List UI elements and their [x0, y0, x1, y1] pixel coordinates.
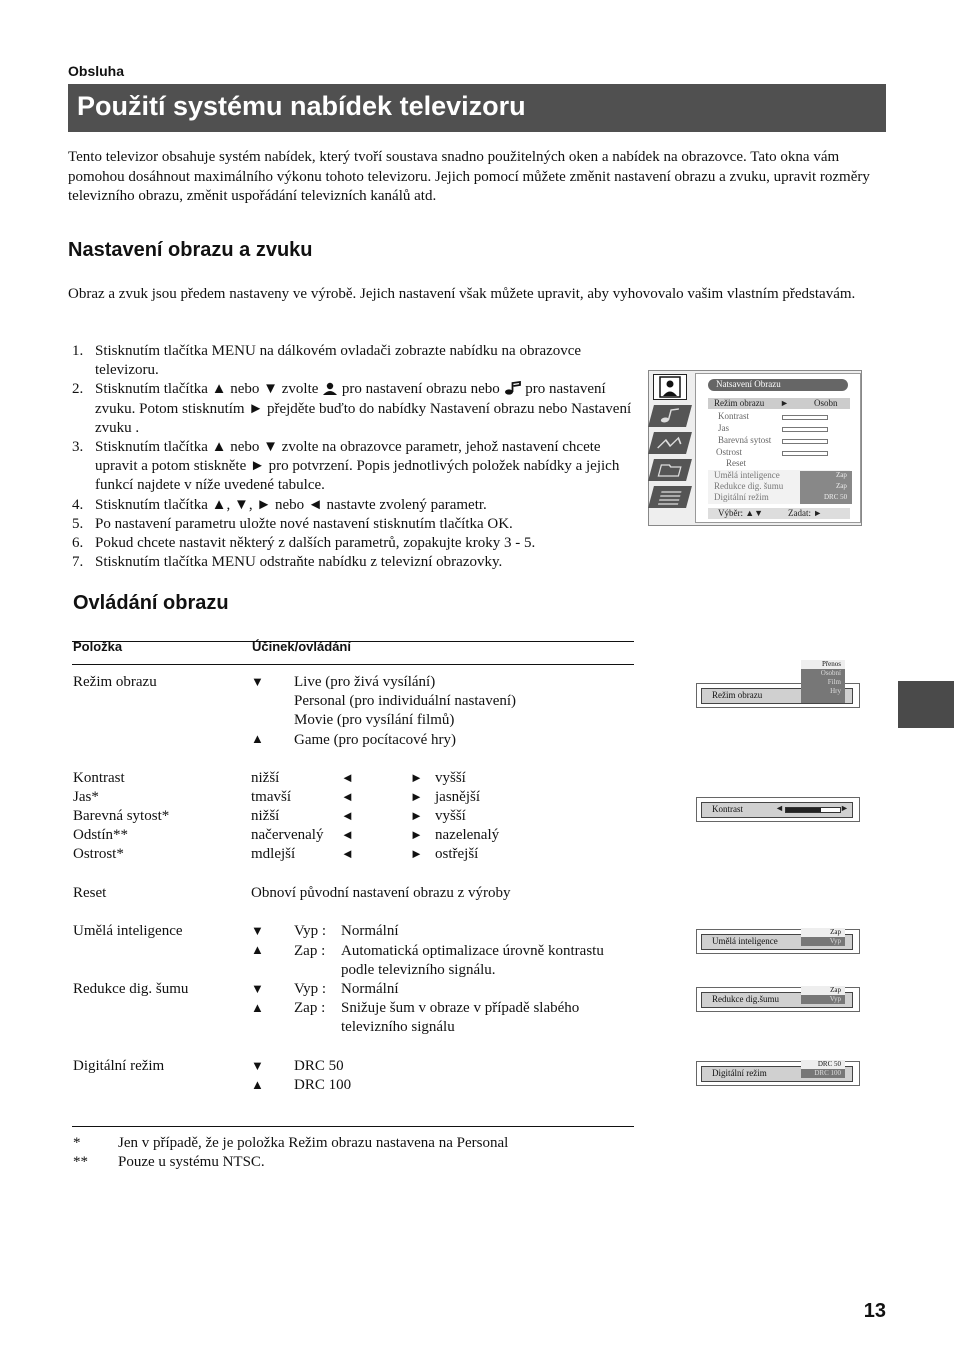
osd-slider	[782, 415, 828, 420]
osd-sound-tab	[648, 405, 692, 427]
row-picture-mode: Režim obrazu	[73, 674, 157, 690]
heading-picture-control: Ovládání obrazu	[73, 592, 229, 614]
left-arrow-icon: ◄	[341, 846, 354, 861]
step-item: 5. Po nastavení parametru uložte nové nastavení stisknutím tlačítka OK.	[72, 515, 513, 532]
heading-picture-sound: Nastavení obrazu a zvuku	[68, 239, 313, 261]
osd-title: Natsavení Obrazu	[708, 379, 848, 391]
sound-note-icon	[504, 381, 522, 395]
step-item: 7. Stisknutím tlačítka MENU odstraňte nabídku z televizní obrazovky.	[72, 554, 503, 571]
picture-sound-paragraph: Obraz a zvuk jsou předem nastaveny ve výrobě. Jejich nastavení však můžete upravit, aby vyhovovalo vašim vlastním představám.	[68, 286, 856, 302]
right-arrow-icon: ►	[410, 827, 423, 842]
left-arrow-icon: ◄	[341, 808, 354, 823]
section-label: Obsluha	[68, 63, 125, 79]
up-arrow-icon: ▲	[251, 731, 264, 746]
right-arrow-icon: ►	[410, 789, 423, 804]
row-hue: Odstín**	[73, 827, 129, 843]
picture-icon	[322, 382, 338, 395]
osd-picture-mode: Režim obrazu	[696, 683, 860, 708]
page-number: 13	[863, 1300, 886, 1322]
intro-paragraph: Tento televizor obsahuje systém nabídek, který tvoří soustava snadno použitelných oken a nabídek na obrazovce. Tato okna vám pomohou dosáhnout maximálního výkonu tohoto televizoru. Jejich pomocí můžete změnit nastavení obrazu a zvuku, upravit rozměry televizního obrazu, změnit uspořádání televizních kanálů atd.	[68, 149, 870, 204]
osd-digital-mode: Digitální režim	[696, 1061, 860, 1086]
table-header-rule	[72, 664, 634, 665]
right-arrow-icon: ►	[840, 803, 849, 813]
chapter-tab	[898, 681, 954, 728]
left-arrow-icon: ◄	[341, 827, 354, 842]
osd-list-tab	[648, 486, 692, 508]
row-brightness: Jas*	[73, 789, 99, 805]
row-digital-mode: Digitální režim	[73, 1058, 165, 1074]
sound-note-icon	[648, 405, 692, 427]
osd-slider	[782, 439, 828, 444]
up-arrow-icon: ▲	[251, 1000, 264, 1015]
osd-panel: Natsavení Obrazu Režim obrazu ► Osobn Kontrast Jas Barevná sytost Ostrost Reset Umělá inteligence Redukce dig. šumu Digitální režim Zap Zap DRC 50 Výběr: ▲▼ Zadat: ►	[695, 373, 861, 523]
osd-setup-tab	[648, 459, 692, 481]
osd-ai: Umělá inteligence	[696, 929, 860, 954]
down-arrow-icon: ▼	[251, 1058, 264, 1073]
leaf-icon	[648, 432, 692, 454]
page-title: Použití systému nabídek televizoru	[77, 91, 526, 121]
osd-menu-illustration	[648, 370, 862, 526]
up-arrow-icon: ▲	[251, 942, 264, 957]
left-arrow-icon: ◄	[775, 803, 784, 813]
osd-features-tab	[648, 432, 692, 454]
left-arrow-icon: ◄	[341, 789, 354, 804]
table-col-effect: Účinek/ovládání	[252, 639, 351, 654]
step-item: 4. Stisknutím tlačítka ▲, ▼, ► nebo ◄ nastavte zvolený parametr.	[72, 496, 487, 513]
step-item: 6. Pokud chcete nastavit některý z dalších parametrů, zopakujte kroky 3 - 5.	[72, 535, 536, 552]
osd-slider	[782, 427, 828, 432]
step-item: 1. Stisknutím tlačítka MENU na dálkovém ovladači zobrazte nabídku na obrazovce televizoru.	[72, 343, 582, 379]
osd-noise-reduction: Redukce dig.šumu	[696, 987, 860, 1012]
down-arrow-icon: ▼	[251, 981, 264, 996]
down-arrow-icon: ▼	[251, 674, 264, 689]
table-top-rule	[72, 641, 634, 642]
step-item: 3. Stisknutím tlačítka ▲ nebo ▼ zvolte na obrazovce parametr, jehož nastavení chcete upravit a potom stiskněte ► pro potvrzení. Popis jednotlivých položek nabídky a jejich funkcí najdete v níže uvedené tabulce.	[72, 439, 620, 494]
osd-picture-tab	[653, 374, 687, 400]
osd-arrow: ►	[780, 398, 789, 408]
step-item: 2. Stisknutím tlačítka ▲ nebo ▼ zvolte pro nastavení obrazu nebo pro nastavení zvuku. Potom stisknutím ► přejděte buďto do nabídky Nastavení obrazu nebo Nastavení zvuku .	[72, 381, 632, 436]
row-reset: Reset	[73, 885, 107, 901]
osd-slider	[782, 451, 828, 456]
osd-contrast: Kontrast ◄ ►	[696, 797, 860, 822]
row-sharpness: Ostrost*	[73, 846, 124, 862]
row-noise-reduction: Redukce dig. šumu	[73, 981, 189, 997]
osd-contrast-slider	[785, 807, 841, 813]
table-bottom-rule	[72, 1126, 634, 1127]
table-col-item: Položka	[73, 639, 123, 654]
osd-noise-reduction-options: Zap Vyp	[801, 986, 845, 1004]
osd-ai-options: Zap Vyp	[801, 928, 845, 946]
row-ai: Umělá inteligence	[73, 923, 183, 939]
up-arrow-icon: ▲	[251, 1077, 264, 1092]
osd-digital-mode-options: DRC 50 DRC 100	[801, 1060, 845, 1078]
osd-picture-mode-options: Přenos Osobní Film Hry	[801, 660, 845, 703]
right-arrow-icon: ►	[410, 770, 423, 785]
right-arrow-icon: ►	[410, 846, 423, 861]
footnote-2: Pouze u systému NTSC.	[118, 1154, 265, 1170]
right-arrow-icon: ►	[410, 808, 423, 823]
left-arrow-icon: ◄	[341, 770, 354, 785]
steps-list	[68, 342, 638, 572]
row-contrast: Kontrast	[73, 770, 125, 786]
row-color: Barevná sytost*	[73, 808, 170, 824]
footnote-1: Jen v případě, že je položka Režim obrazu nastavena na Personal	[118, 1135, 509, 1151]
list-icon	[648, 486, 692, 508]
title-bar	[68, 84, 886, 132]
picture-icon	[654, 375, 686, 399]
down-arrow-icon: ▼	[251, 923, 264, 938]
folder-icon	[648, 459, 692, 481]
